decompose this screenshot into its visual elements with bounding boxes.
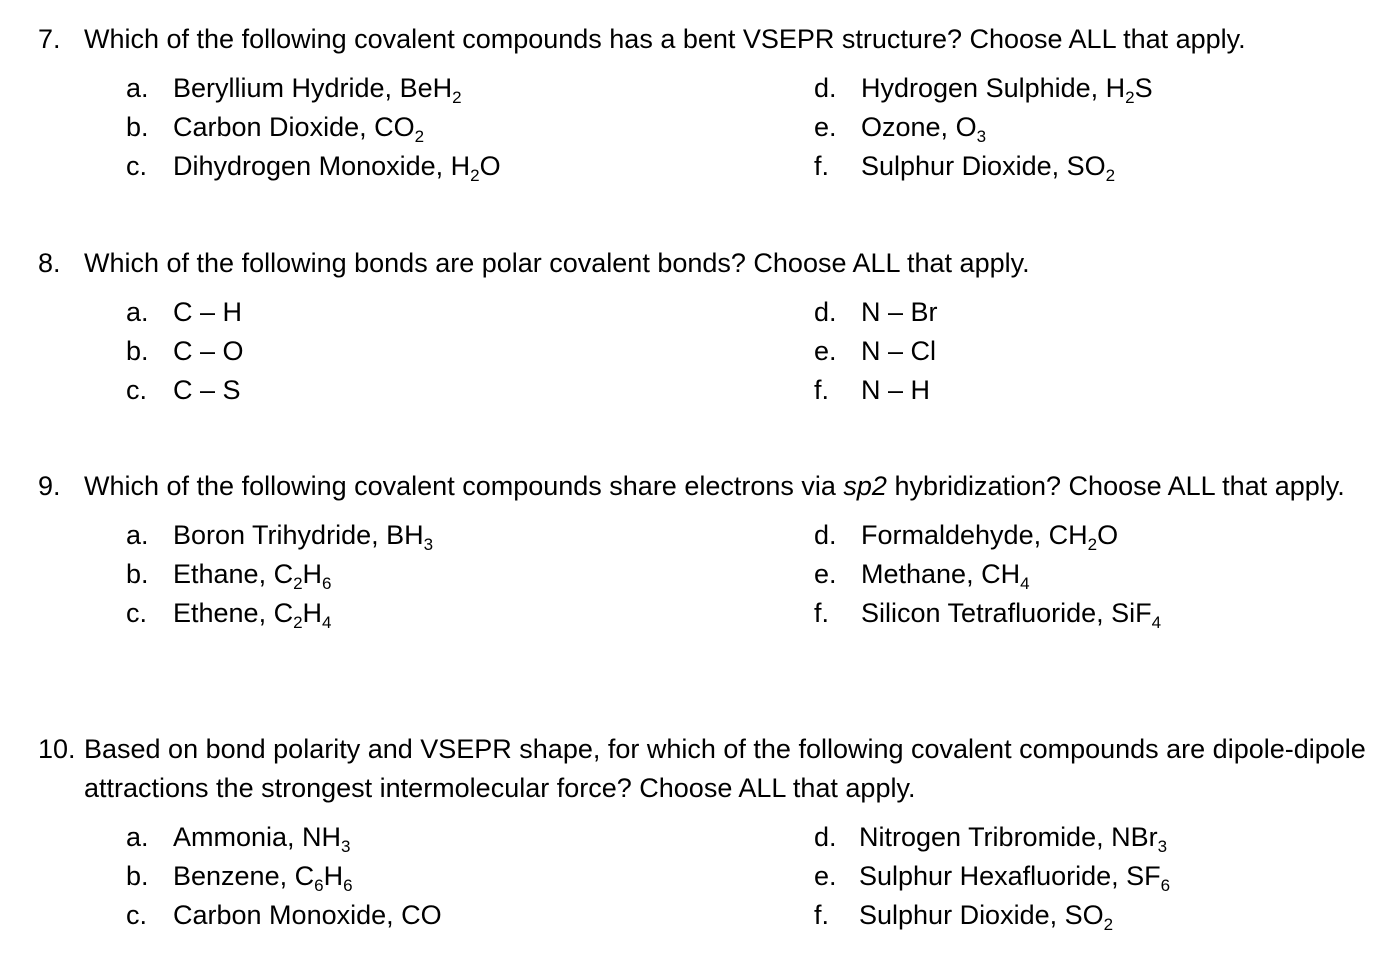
formula-symbol: O [1097, 520, 1119, 550]
option-b[interactable] [126, 555, 332, 594]
option-letter: f. [814, 598, 830, 628]
option-label [861, 73, 1153, 107]
option-letter: b. [126, 336, 149, 366]
option-name: C – H [173, 297, 243, 327]
option-b[interactable] [126, 332, 244, 371]
option-f[interactable] [814, 594, 1161, 633]
question-number: 9. [38, 471, 61, 501]
question-number: 10. [38, 734, 76, 764]
option-letter: d. [814, 297, 837, 327]
option-d[interactable] [814, 293, 938, 332]
formula-subscript: 2 [414, 127, 425, 146]
option-name: Silicon Tetrafluoride, [861, 598, 1112, 628]
formula-symbol: CH [1048, 520, 1088, 550]
option-e[interactable] [814, 108, 986, 147]
formula-symbol: BH [386, 520, 424, 550]
option-f[interactable] [814, 896, 1113, 935]
formula-subscript: 6 [343, 876, 353, 895]
question-9 [38, 467, 1368, 634]
formula-symbol: O [955, 112, 977, 142]
option-letter: a. [126, 73, 149, 103]
question-text: Which of the following bonds are polar covalent bonds? Choose ALL that apply. [84, 248, 1030, 278]
option-c[interactable] [126, 147, 501, 186]
option-letter: c. [126, 598, 148, 628]
formula-symbol: C [273, 559, 294, 589]
question-text: Based on bond polarity and VSEPR shape, for which of the following covalent compounds are dipole-dipole attractions the strongest intermolecular force? Choose ALL that apply. [84, 734, 1366, 803]
option-name: Carbon Monoxide, CO [173, 900, 442, 930]
option-letter: d. [814, 822, 837, 852]
formula-subscript: 3 [976, 127, 987, 146]
formula-subscript: 6 [314, 876, 324, 895]
formula-subscript: 2 [1105, 166, 1116, 185]
formula-symbol: C [294, 861, 315, 891]
option-letter: e. [814, 336, 837, 366]
question-header [38, 467, 1368, 506]
option-b[interactable] [126, 108, 424, 147]
option-c[interactable] [126, 594, 332, 633]
formula-symbol: S [1134, 73, 1153, 103]
formula-symbol: H [1105, 73, 1126, 103]
option-f[interactable] [814, 371, 930, 410]
formula-symbol: H [302, 598, 323, 628]
formula-subscript: 3 [1157, 837, 1168, 856]
formula-symbol: CH [981, 559, 1021, 589]
option-name: Hydrogen Sulphide, [861, 73, 1106, 103]
option-label [173, 822, 351, 856]
option-name: N – H [861, 375, 931, 405]
option-name: Beryllium Hydride, [173, 73, 400, 103]
option-letter: f. [814, 375, 830, 405]
formula-symbol: H [450, 151, 471, 181]
option-label [861, 151, 1116, 185]
option-letter: f. [814, 900, 830, 930]
option-e[interactable] [814, 555, 1030, 594]
option-e[interactable] [814, 332, 936, 371]
option-letter: b. [126, 861, 149, 891]
question-header [38, 244, 1368, 283]
option-label [173, 900, 442, 930]
option-name: Ammonia, [173, 822, 303, 852]
option-label [173, 151, 501, 185]
option-label [173, 520, 434, 554]
formula-subscript: 2 [1125, 88, 1135, 107]
option-name: N – Cl [861, 336, 937, 366]
option-name: Sulphur Dioxide, [859, 900, 1065, 930]
formula-subscript: 4 [1020, 574, 1030, 593]
option-b[interactable] [126, 857, 353, 896]
option-letter: f. [814, 151, 830, 181]
formula-subscript: 6 [1160, 876, 1171, 895]
question-8 [38, 244, 1368, 411]
option-label [861, 297, 938, 327]
option-label [173, 861, 353, 895]
formula-subscript: 2 [293, 574, 303, 593]
option-d[interactable] [814, 818, 1167, 857]
formula-symbol: C [273, 598, 294, 628]
option-name: Formaldehyde, [861, 520, 1049, 550]
formula-subscript: 2 [1103, 915, 1114, 934]
option-c[interactable] [126, 896, 442, 935]
option-letter: c. [126, 151, 148, 181]
option-name: C – O [173, 336, 244, 366]
formula-symbol: SF [1126, 861, 1161, 891]
answer-options [38, 516, 1368, 634]
formula-symbol: NH [302, 822, 342, 852]
option-name: N – Br [861, 297, 938, 327]
option-a[interactable] [126, 293, 242, 332]
option-label [861, 559, 1030, 593]
formula-symbol: NBr [1111, 822, 1158, 852]
formula-subscript: 2 [293, 613, 303, 632]
option-letter: e. [814, 559, 837, 589]
option-label [861, 375, 930, 405]
question-header [38, 730, 1368, 808]
option-name: Carbon Dioxide, [173, 112, 375, 142]
formula-subscript: 6 [322, 574, 332, 593]
formula-symbol: SO [1066, 151, 1106, 181]
option-name: Ethane, [173, 559, 274, 589]
option-label [173, 297, 242, 327]
formula-symbol: O [479, 151, 501, 181]
question-text-part: Which of the following covalent compounds share electrons via [84, 471, 844, 501]
question-text-part: hybridization? Choose ALL that apply. [886, 471, 1345, 501]
option-label [173, 598, 332, 632]
option-letter: b. [126, 559, 149, 589]
option-name: Methane, [861, 559, 982, 589]
option-label [173, 375, 241, 405]
option-label [859, 900, 1114, 934]
option-d[interactable] [814, 69, 1153, 108]
option-f[interactable] [814, 147, 1115, 186]
option-name: C – S [173, 375, 241, 405]
option-name: Ethene, [173, 598, 274, 628]
option-letter: a. [126, 520, 149, 550]
option-c[interactable] [126, 371, 241, 410]
option-e[interactable] [814, 857, 1170, 896]
option-name: Nitrogen Tribromide, [859, 822, 1112, 852]
option-a[interactable] [126, 818, 351, 857]
option-letter: e. [814, 112, 837, 142]
option-label [861, 336, 936, 366]
option-name: Boron Trihydride, [173, 520, 387, 550]
formula-symbol: H [302, 559, 323, 589]
option-label [173, 336, 244, 366]
option-label [859, 861, 1171, 895]
formula-subscript: 4 [1151, 613, 1162, 632]
option-name: Ozone, [861, 112, 956, 142]
option-label [173, 73, 462, 107]
option-letter: a. [126, 822, 149, 852]
option-letter: e. [814, 861, 837, 891]
formula-symbol: BeH [399, 73, 453, 103]
option-name: Sulphur Hexafluoride, [859, 861, 1127, 891]
answer-options [38, 293, 1368, 411]
formula-subscript: 3 [423, 535, 434, 554]
option-label [861, 598, 1162, 632]
formula-subscript: 4 [322, 613, 332, 632]
option-letter: a. [126, 297, 149, 327]
question-text [84, 467, 1368, 506]
question-text-emphasis: sp2 [843, 471, 887, 501]
formula-subscript: 2 [452, 88, 462, 107]
formula-subscript: 2 [1087, 535, 1098, 554]
question-number: 8. [38, 248, 61, 278]
option-letter: d. [814, 73, 837, 103]
option-label [173, 112, 425, 146]
question-header [38, 20, 1368, 59]
formula-symbol: CO [374, 112, 415, 142]
option-letter: d. [814, 520, 837, 550]
option-letter: b. [126, 112, 149, 142]
option-label [859, 822, 1168, 856]
option-label [861, 112, 987, 146]
answer-options [38, 818, 1368, 936]
question-number: 7. [38, 24, 61, 54]
option-a[interactable] [126, 516, 433, 555]
formula-subscript: 2 [470, 166, 480, 185]
option-a[interactable] [126, 69, 462, 108]
question-7 [38, 20, 1368, 187]
formula-symbol: SiF [1111, 598, 1152, 628]
answer-options [38, 69, 1368, 187]
question-text: Which of the following covalent compounds has a bent VSEPR structure? Choose ALL that apply. [84, 24, 1246, 54]
question-10 [38, 730, 1368, 936]
option-name: Benzene, [173, 861, 295, 891]
formula-symbol: SO [1064, 900, 1104, 930]
formula-subscript: 3 [341, 837, 351, 856]
option-letter: c. [126, 375, 148, 405]
option-letter: c. [126, 900, 148, 930]
option-name: Sulphur Dioxide, [861, 151, 1067, 181]
formula-symbol: H [323, 861, 344, 891]
option-label [861, 520, 1119, 554]
option-label [173, 559, 332, 593]
option-d[interactable] [814, 516, 1118, 555]
option-name: Dihydrogen Monoxide, [173, 151, 451, 181]
